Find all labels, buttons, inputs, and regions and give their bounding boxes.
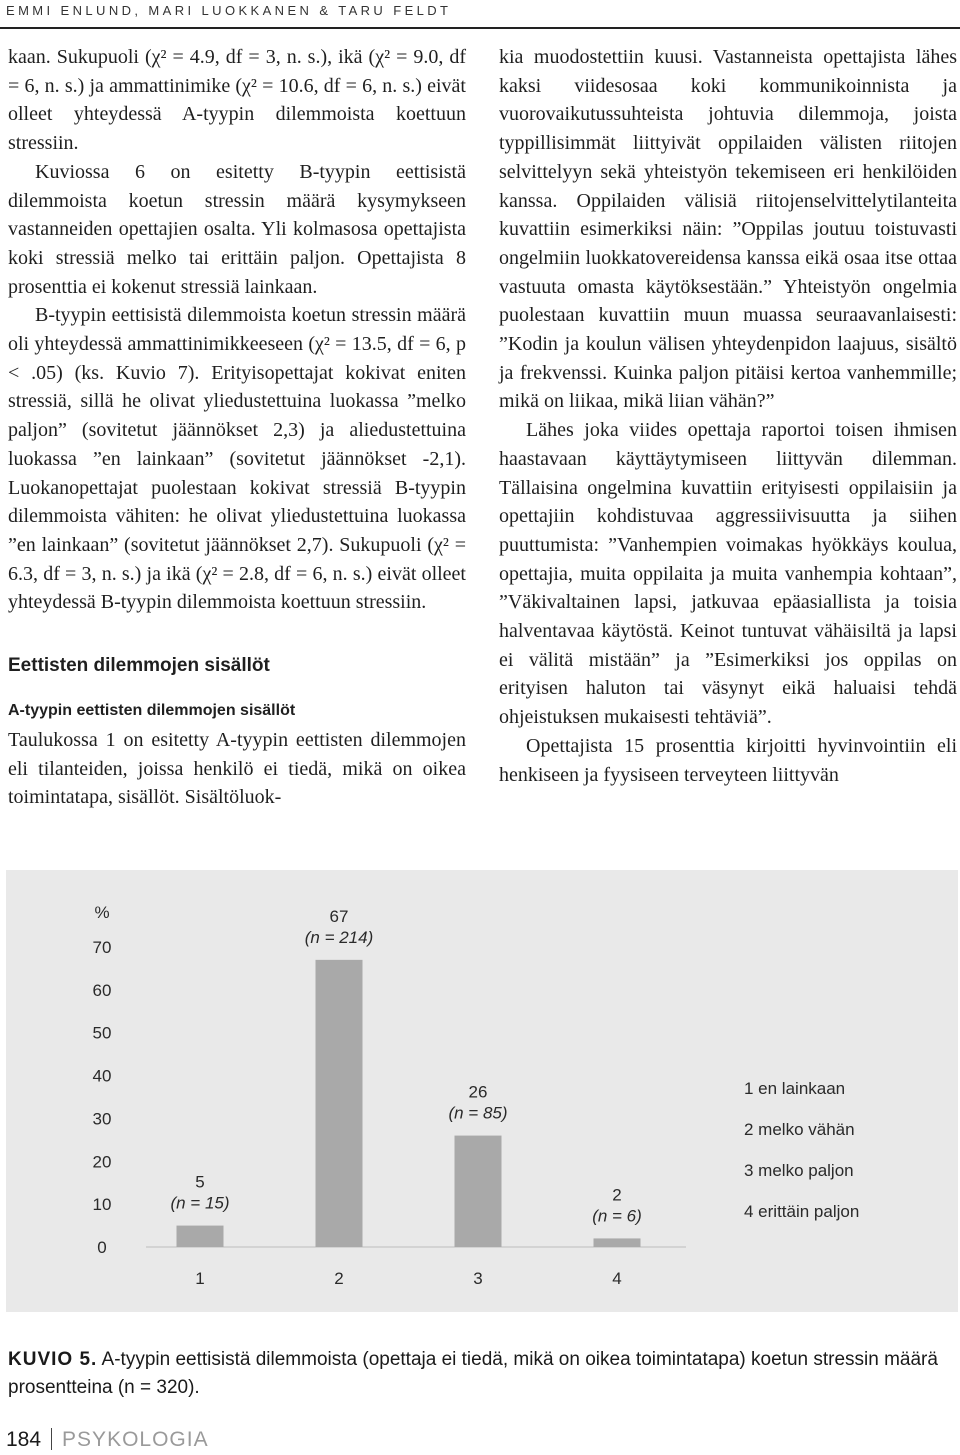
bar — [316, 960, 363, 1247]
paragraph: Opettajista 15 prosenttia kirjoitti hyvinvointiin eli henkiseen ja fyysiseen terveyteen liittyvän — [499, 734, 957, 786]
y-tick-label: 70 — [92, 938, 112, 957]
x-tick-label: 3 — [473, 1269, 483, 1288]
paragraph: kia muodostettiin kuusi. Vastanneista opettajista lähes kaksi viidesosaa koki kommunikoinnista ja vuorovaikutussuhteista johtuvia dilemmoja, joista typpillisimmät liittyivät oppilaiden välisten riitojen selvittelyyn sekä yhteistyön tekemiseen eri henkilöiden kanssa. Oppilaiden välisiä riitojenselvittelytilanteita kuvattiin esimerkiksi näin: ”Oppilas joutuu toistuvasti ongelmiin luokkatovereidensa kanssa eikä osaa itse ottaa vastuuta omasta käytöksestään.” Yhteistyön ongelmia puolestaan kuvattiin muun muassa seuraavanlaisesti: ”Kodin ja koulun välisen yhteydenpidon laajuus, sisältö ja frekvenssi. Kuinka paljon pitäisi kertoa vanhemmille; mikä on liikaa, mikä liian vähän?” — [499, 46, 957, 413]
footer-divider — [51, 1428, 52, 1450]
figure-caption — [8, 1346, 952, 1402]
x-tick-label: 2 — [334, 1269, 344, 1288]
y-tick-label: 10 — [92, 1195, 112, 1215]
caption-label: KUVIO 5. — [8, 1349, 98, 1370]
legend-entry: 2 melko vähän — [744, 1120, 855, 1139]
x-tick-label: 4 — [612, 1269, 622, 1288]
bar-chart — [6, 870, 958, 1312]
y-tick-label: 30 — [92, 1109, 112, 1129]
bar-value-label: 5 — [195, 1172, 205, 1192]
bar-n-label: (n = 214) — [304, 927, 374, 947]
running-header-authors: EMMI ENLUND, MARI LUOKKANEN & TARU FELDT — [6, 3, 452, 18]
magazine-name: PSYKOLOGIA — [62, 1428, 209, 1451]
bar — [177, 1226, 224, 1247]
legend-entry: 3 melko paljon — [744, 1161, 854, 1180]
y-tick-label: 50 — [92, 1023, 112, 1043]
paragraph: kaan. Sukupuoli (χ² = 4.9, df = 3, n. s.), ikä (χ² = 9.0, df = 6, n. s.) ja ammattinimike (χ² = 10.6, df = 6, n. s.) eivät olleet yhteydessä A-tyypin dilemmoista koettuun stressiin. — [8, 46, 466, 155]
paragraph: B-tyypin eettisistä dilemmoista koetun stressin määrä oli yhteydessä ammattinimikkeeseen (χ² = 13.5, df = 6, p < .05) (ks. Kuvio 7). Erityisopettajat kokivat eniten stressiä, sillä he olivat yliedustettuina luokassa ”melko paljon” (sovitetut jäännökset 2,3) ja aliedustettuina luokassa ”en lainkaan” (sovitetut jäännökset -2,1). Luokanopettajat puolestaan kokivat stressiä B-tyypin dilemmoista vähiten: he olivat yliedustettuina luokassa ”en lainkaan” (sovitetut jäännökset 2,7). Sukupuoli (χ² = 6.3, df = 3, n. s.) ja ikä (χ² = 2.8, df = 6, n. s.) eivät olleet yhteydessä B-tyypin dilemmoista koettuun stressiin. — [8, 304, 466, 614]
x-tick-label: 1 — [195, 1269, 205, 1288]
bar-n-label: (n = 15) — [170, 1193, 230, 1213]
y-tick-label: 0 — [97, 1238, 107, 1257]
section-heading: Eettisten dilemmojen sisällöt — [8, 655, 270, 677]
left-column — [8, 43, 466, 812]
caption-text: A-tyypin eettisistä dilemmoista (opettaja ei tiedä, mikä on oikea toimintatapa) koetun stressin määrä prosentteina (n = 320). — [8, 1349, 938, 1398]
bar-value-label: 2 — [612, 1185, 622, 1205]
subsection-heading: A-tyypin eettisten dilemmojen sisällöt — [8, 702, 296, 720]
page-number: 184 — [6, 1428, 42, 1451]
header-rule — [0, 27, 960, 29]
bar-value-label: 67 — [329, 906, 349, 926]
right-column — [499, 43, 957, 789]
bar — [594, 1238, 641, 1247]
paragraph: Kuviossa 6 on esitetty B-tyypin eettisistä dilemmoista koetun stressin määrä kysymykseen vastanneiden opettajien osalta. Yli kolmasosa opettajista koki stressiä melko tai erittäin paljon. Opettajista 8 prosenttia ei kokenut stressiä lainkaan. — [8, 160, 466, 298]
y-tick-label: 40 — [92, 1066, 112, 1086]
y-tick-label: 20 — [92, 1152, 112, 1172]
bar-n-label: (n = 6) — [592, 1206, 642, 1226]
paragraph: Lähes joka viides opettaja raportoi toisen ihmisen haastavaan käyttäytymiseen liittyvän dilemman. Tällaisina ongelmina kuvattiin erityisesti oppilaisiin ja opettajiin kohdistuvaa aggressiivisuutta ja siihen puuttumista: ”Vanhempien voimakas hyökkäys koulua, opettajia, muita oppilaita ja muita vanhempia kohtaan”, ”Väkivaltainen lapsi, jatkuvaa epäasiallista ja toisia halventavaa käytöstä. Keinot tuntuvat vähäisiltä ja lapsi ei välitä mistään” ja ”Esimerkiksi jos oppilas on erityisen haluton tai väsynyt eikä haluaisi tehdä ohjeistuksen mukaisesti tehtäviä”. — [499, 419, 957, 729]
bar — [455, 1136, 502, 1247]
y-tick-label: 60 — [92, 980, 112, 1000]
paragraph: Taulukossa 1 on esitetty A-tyypin eettisten dilemmojen eli tilanteiden, joissa henkilö ei tiedä, mikä on oikea toimintatapa, sisällöt. Sisältöluok- — [8, 729, 466, 809]
legend-entry: 4 erittäin paljon — [744, 1202, 860, 1221]
page-footer — [6, 1425, 406, 1455]
legend-entry: 1 en lainkaan — [744, 1079, 846, 1098]
y-axis-label: % — [94, 903, 110, 922]
bar-n-label: (n = 85) — [448, 1103, 508, 1123]
figure-chart — [6, 870, 958, 1312]
bar-value-label: 26 — [468, 1082, 488, 1102]
